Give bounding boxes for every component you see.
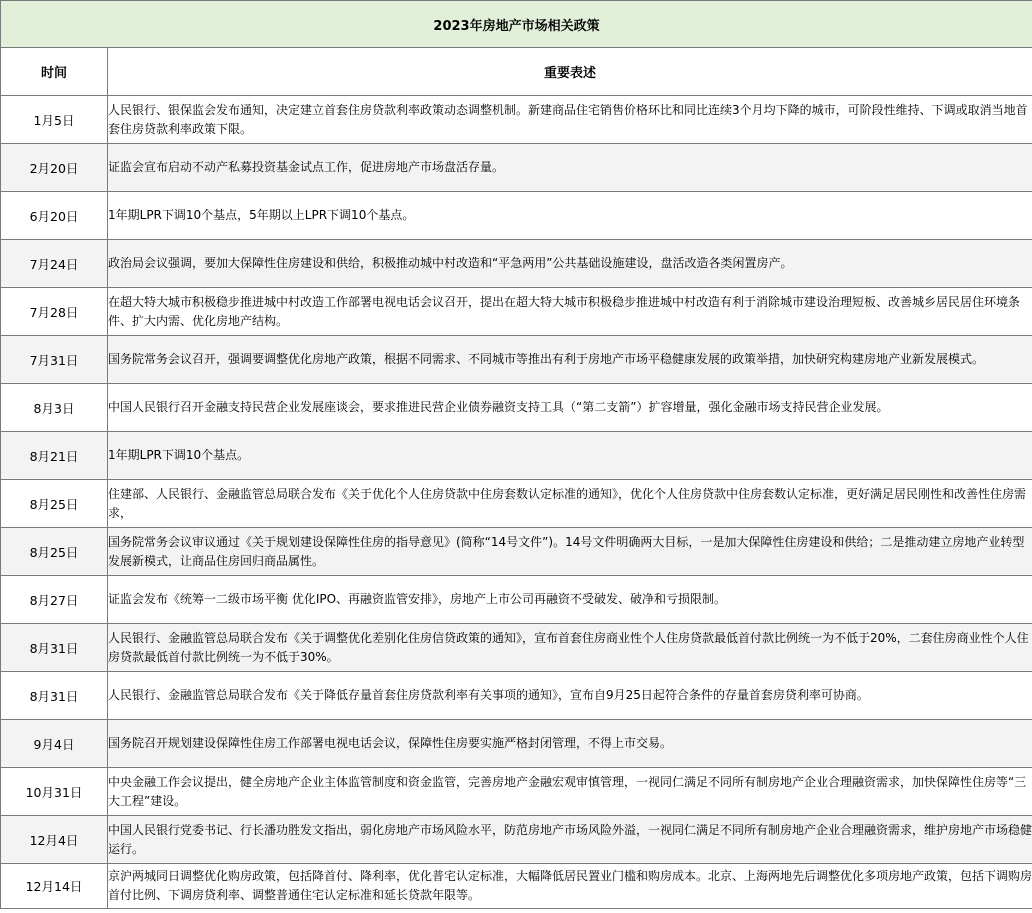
- table-row: [1, 576, 1032, 624]
- row-description: 在超大特大城市积极稳步推进城中村改造工作部署电视电话会议召开，提出在超大特大城市积极稳步推进城中村改造有利于消除城市建设治理短板、改善城乡居民居住环境条件、扩大内需、优化房地产结构。: [108, 288, 1032, 336]
- row-description: 政治局会议强调，要加大保障性住房建设和供给，积极推动城中村改造和“平急两用”公共基础设施建设，盘活改造各类闲置房产。: [108, 240, 1032, 288]
- row-date: 6月20日: [1, 192, 108, 240]
- description-column-header: 重要表述: [108, 48, 1032, 96]
- table-row: [1, 144, 1032, 192]
- row-description: 住建部、人民银行、金融监管总局联合发布《关于优化个人住房贷款中住房套数认定标准的通知》，优化个人住房贷款中住房套数认定标准，更好满足居民刚性和改善性住房需求，: [108, 480, 1032, 528]
- row-date: 9月4日: [1, 720, 108, 768]
- row-date: 2月20日: [1, 144, 108, 192]
- table-row: [1, 672, 1032, 720]
- row-date: 8月21日: [1, 432, 108, 480]
- row-date: 10月31日: [1, 768, 108, 816]
- row-description: 中央金融工作会议提出，健全房地产企业主体监管制度和资金监管，完善房地产金融宏观审慎管理，一视同仁满足不同所有制房地产企业合理融资需求，加快保障性住房等“三大工程”建设。: [108, 768, 1032, 816]
- row-date: 1月5日: [1, 96, 108, 144]
- row-date: 8月25日: [1, 480, 108, 528]
- table-row: [1, 816, 1032, 864]
- row-date: 7月28日: [1, 288, 108, 336]
- table-row: [1, 528, 1032, 576]
- header-row: [1, 48, 1032, 96]
- row-date: 12月4日: [1, 816, 108, 864]
- row-description: 京沪两城同日调整优化购房政策，包括降首付、降利率，优化普宅认定标准，大幅降低居民置业门槛和购房成本。北京、上海两地先后调整优化多项房地产政策，包括下调购房首付比例、下调房贷利率、调整普通住宅认定标准和延长贷款年限等。: [108, 864, 1032, 909]
- table-title: 2023年房地产市场相关政策: [1, 1, 1032, 48]
- table-row: [1, 192, 1032, 240]
- table-row: [1, 240, 1032, 288]
- table-row: [1, 864, 1032, 909]
- row-description: 证监会发布《统筹一二级市场平衡 优化IPO、再融资监管安排》，房地产上市公司再融资不受破发、破净和亏损限制。: [108, 576, 1032, 624]
- row-date: 8月25日: [1, 528, 108, 576]
- date-column-header: 时间: [1, 48, 108, 96]
- table-body: [1, 96, 1032, 909]
- table-row: [1, 624, 1032, 672]
- row-date: 7月24日: [1, 240, 108, 288]
- table-row: [1, 288, 1032, 336]
- row-date: 12月14日: [1, 864, 108, 909]
- row-description: 人民银行、金融监管总局联合发布《关于调整优化差别化住房信贷政策的通知》，宣布首套住房商业性个人住房贷款最低首付款比例统一为不低于20%，二套住房商业性个人住房贷款最低首付款比例统一为不低于30%。: [108, 624, 1032, 672]
- row-description: 国务院召开规划建设保障性住房工作部署电视电话会议，保障性住房要实施严格封闭管理，不得上市交易。: [108, 720, 1032, 768]
- row-description: 证监会宣布启动不动产私募投资基金试点工作，促进房地产市场盘活存量。: [108, 144, 1032, 192]
- row-description: 中国人民银行党委书记、行长潘功胜发文指出，弱化房地产市场风险水平，防范房地产市场风险外溢，一视同仁满足不同所有制房地产企业合理融资需求，维护房地产市场稳健运行。: [108, 816, 1032, 864]
- row-date: 7月31日: [1, 336, 108, 384]
- row-description: 1年期LPR下调10个基点。: [108, 432, 1032, 480]
- row-description: 国务院常务会议审议通过《关于规划建设保障性住房的指导意见》(简称“14号文件”)。14号文件明确两大目标，一是加大保障性住房建设和供给；二是推动建立房地产业转型发展新模式，让商品住房回归商品属性。: [108, 528, 1032, 576]
- table-row: [1, 720, 1032, 768]
- row-date: 8月27日: [1, 576, 108, 624]
- row-date: 8月31日: [1, 672, 108, 720]
- row-description: 人民银行、银保监会发布通知，决定建立首套住房贷款利率政策动态调整机制。新建商品住宅销售价格环比和同比连续3个月均下降的城市，可阶段性维持、下调或取消当地首套住房贷款利率政策下限。: [108, 96, 1032, 144]
- table-row: [1, 480, 1032, 528]
- table-row: [1, 384, 1032, 432]
- row-date: 8月31日: [1, 624, 108, 672]
- table-row: [1, 336, 1032, 384]
- row-description: 人民银行、金融监管总局联合发布《关于降低存量首套住房贷款利率有关事项的通知》，宣布自9月25日起符合条件的存量首套房贷利率可协商。: [108, 672, 1032, 720]
- row-description: 中国人民银行召开金融支持民营企业发展座谈会，要求推进民营企业债券融资支持工具（“第二支箭”）扩容增量，强化金融市场支持民营企业发展。: [108, 384, 1032, 432]
- table-row: [1, 96, 1032, 144]
- table-row: [1, 768, 1032, 816]
- row-description: 1年期LPR下调10个基点，5年期以上LPR下调10个基点。: [108, 192, 1032, 240]
- table-row: [1, 432, 1032, 480]
- row-date: 8月3日: [1, 384, 108, 432]
- row-description: 国务院常务会议召开，强调要调整优化房地产政策，根据不同需求、不同城市等推出有利于房地产市场平稳健康发展的政策举措，加快研究构建房地产业新发展模式。: [108, 336, 1032, 384]
